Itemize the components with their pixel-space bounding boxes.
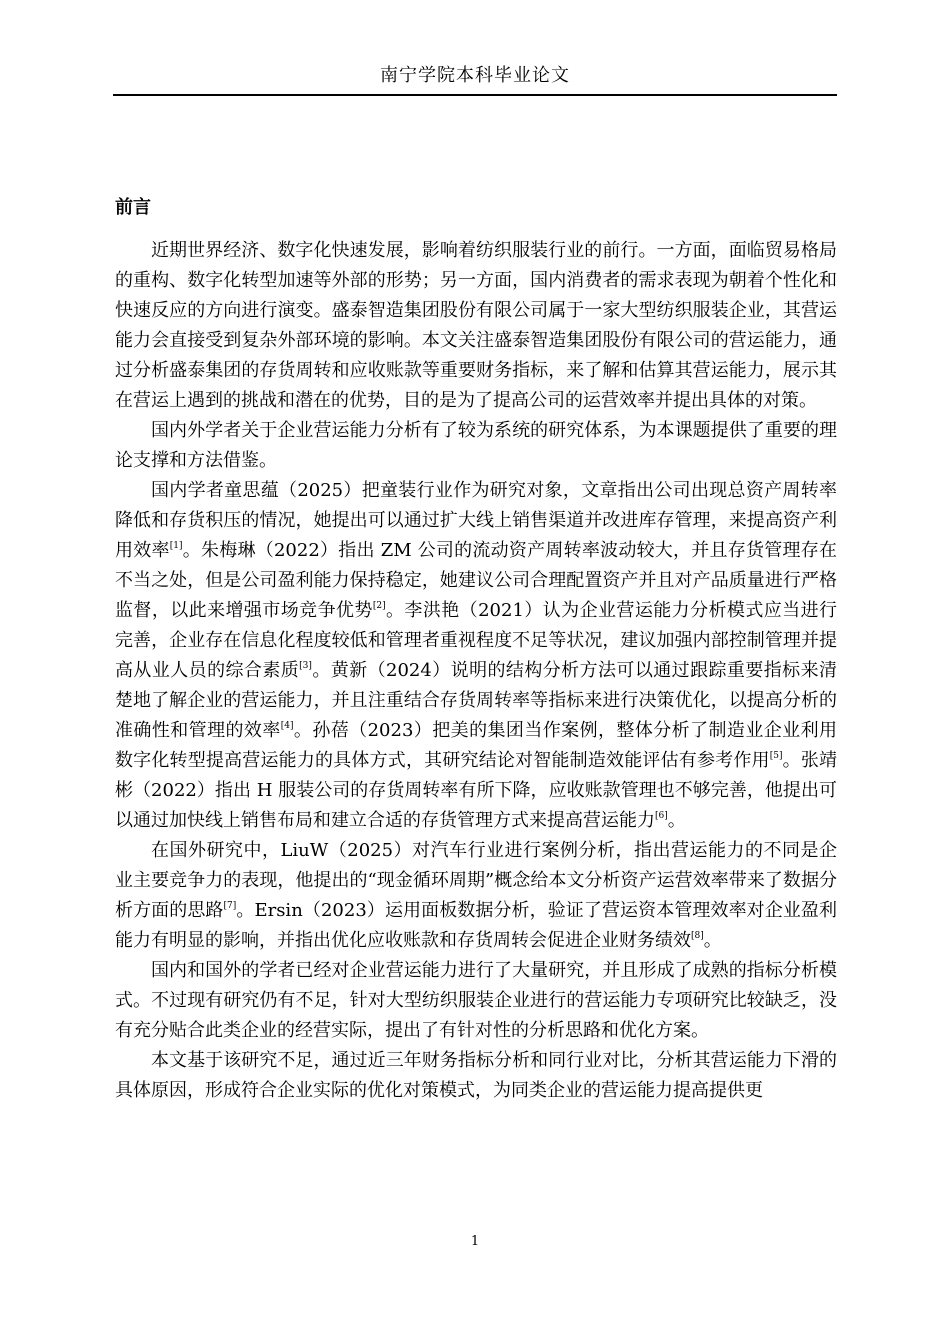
paragraph-text: 。 (667, 810, 686, 831)
paragraph-text: 。 (703, 930, 722, 951)
paragraph (115, 416, 837, 476)
header-rule (113, 94, 837, 96)
citation-marker: [1] (169, 541, 183, 551)
paragraph (115, 836, 837, 956)
citation-marker: [2] (372, 601, 386, 611)
paragraph-text: 在国外研究中，LiuW（2025）对汽车行业进行案例分析，指出营运能力的不同是企业主要竞争力的表现，他提出的“现金循环周期”概念给本文分析资产运营效率带来了数据分析方面的思路 (115, 840, 837, 921)
paragraph (115, 236, 837, 416)
citation-marker: [8] (691, 931, 704, 941)
paragraph (115, 956, 837, 1046)
paragraph-text: 国内外学者关于企业营运能力分析有了较为系统的研究体系，为本课题提供了重要的理论支撑和方法借鉴。 (115, 420, 837, 471)
citation-marker: [6] (655, 811, 668, 821)
citation-marker: [5] (769, 751, 783, 761)
citation-marker: [7] (223, 901, 237, 911)
paragraph-text: 国内和国外的学者已经对企业营运能力进行了大量研究，并且形成了成熟的指标分析模式。不过现有研究仍有不足，针对大型纺织服装企业进行的营运能力专项研究比较缺乏，没有充分贴合此类企业的经营实际，提出了有针对性的分析思路和优化方案。 (115, 960, 837, 1041)
paragraph-text: 国内学者童思蕴（2025）把童装行业作为研究对象，文章指出公司出现总资产周转率降低和存货积压的情况，她提出可以通过扩大线上销售渠道并改进库存管理，来提高资产利用效率 (115, 480, 837, 561)
paragraph-text: 。黄新（2024）说明的结构分析方法可以通过跟踪重要指标来清楚地了解企业的营运能力，并且注重结合存货周转率等指标来进行决策优化，以提高分析的准确性和管理的效率 (115, 660, 837, 741)
paragraph-text: 。李洪艳（2021）认为企业营运能力分析模式应当进行完善，企业存在信息化程度较低和管理者重视程度不足等状况，建议加强内部控制管理并提高从业人员的综合素质 (115, 600, 837, 681)
paragraph-text: 。Ersin（2023）运用面板数据分析，验证了营运资本管理效率对企业盈利能力有明显的影响，并指出优化应收账款和存货周转会促进企业财务绩效 (115, 900, 838, 951)
citation-marker: [4] (280, 721, 294, 731)
paragraph-text: 。孙蓓（2023）把美的集团当作案例，整体分析了制造业企业利用数字化转型提高营运能力的具体方式，其研究结论对智能制造效能评估有参考作用 (115, 720, 838, 771)
body-text (115, 236, 837, 1106)
paragraph-text: 。张靖彬（2022）指出 H 服装公司的存货周转率有所下降，应收账款管理也不够完善，他提出可以通过加快线上销售布局和建立合适的存货管理方式来提高营运能力 (115, 750, 838, 831)
paragraph-text: 本文基于该研究不足，通过近三年财务指标分析和同行业对比，分析其营运能力下滑的具体原因，形成符合企业实际的优化对策模式，为同类企业的营运能力提高提供更 (115, 1050, 837, 1101)
section-title: 前言 (115, 197, 151, 218)
paragraph (115, 1046, 837, 1106)
citation-marker: [3] (299, 661, 312, 671)
running-header: 南宁学院本科毕业论文 (380, 65, 570, 86)
paragraph-text: 。朱梅琳（2022）指出 ZM 公司的流动资产周转率波动较大，并且存货管理存在不当之处，但是公司盈利能力保持稳定，她建议公司合理配置资产并且对产品质量进行严格监督，以此来增强市场竞争优势 (115, 540, 838, 621)
page-number: 1 (470, 1234, 480, 1249)
paragraph-text: 近期世界经济、数字化快速发展，影响着纺织服装行业的前行。一方面，面临贸易格局的重构、数字化转型加速等外部的形势；另一方面，国内消费者的需求表现为朝着个性化和快速反应的方向进行演变。盛泰智造集团股份有限公司属于一家大型纺织服装企业，其营运能力会直接受到复杂外部环境的影响。本文关注盛泰智造集团股份有限公司的营运能力，通过分析盛泰集团的存货周转和应收账款等重要财务指标，来了解和估算其营运能力，展示其在营运上遇到的挑战和潜在的优势，目的是为了提高公司的运营效率并提出具体的对策。 (115, 240, 837, 411)
paragraph (115, 476, 837, 836)
